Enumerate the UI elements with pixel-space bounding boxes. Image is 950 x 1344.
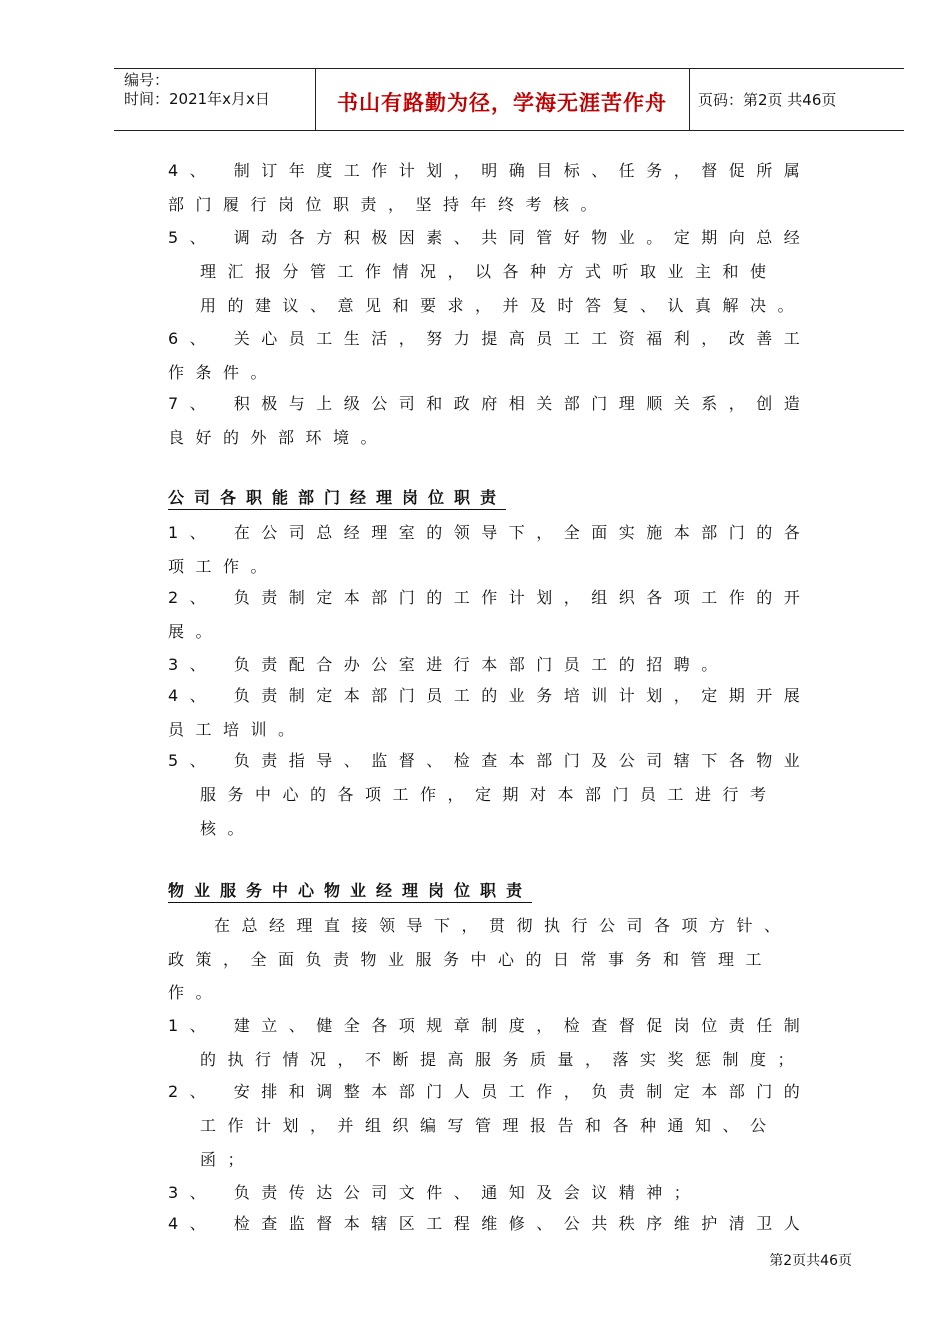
text-line: 作。 bbox=[168, 983, 224, 1002]
text-line: 4、 负责制定本部门员工的业务培训计划，定期开展 bbox=[168, 686, 812, 705]
text-line: 工作计划，并组织编写管理报告和各种通知、公 bbox=[200, 1116, 778, 1135]
text-line: 函； bbox=[200, 1150, 256, 1169]
text-line: 良好的外部环境。 bbox=[168, 428, 389, 447]
text-line: 用的建议、意见和要求，并及时答复、认真解决。 bbox=[200, 296, 806, 315]
text-line: 核。 bbox=[200, 819, 256, 838]
section-heading: 物业服务中心物业经理岗位职责 bbox=[168, 878, 532, 903]
text-line: 5、 调动各方积极因素、共同管好物业。定期向总经 bbox=[168, 228, 812, 247]
document-header bbox=[114, 68, 904, 131]
text-line: 4、 检查监督本辖区工程维修、公共秩序维护清卫人 bbox=[168, 1214, 812, 1233]
text-line: 的执行情况，不断提高服务质量，落实奖惩制度； bbox=[200, 1050, 806, 1069]
text-line: 1、 建立、健全各项规章制度，检查督促岗位责任制 bbox=[168, 1016, 812, 1035]
text-line: 理汇报分管工作情况，以各种方式听取业主和使 bbox=[200, 262, 778, 281]
section-heading: 公司各职能部门经理岗位职责 bbox=[168, 485, 506, 510]
text-line: 4、 制订年度工作计划，明确目标、任务，督促所属 bbox=[168, 161, 812, 180]
text-line: 项工作。 bbox=[168, 557, 279, 576]
time-label: 时间：2021年x月x日 bbox=[124, 90, 270, 108]
text-line: 3、 负责传达公司文件、通知及会议精神； bbox=[168, 1183, 702, 1202]
text-line: 6、 关心员工生活，努力提高员工工资福利，改善工 bbox=[168, 329, 812, 348]
text-line: 员工培训。 bbox=[168, 720, 306, 739]
number-label: 编号： bbox=[124, 71, 170, 89]
text-line: 服务中心的各项工作，定期对本部门员工进行考 bbox=[200, 785, 778, 804]
text-line: 2、 安排和调整本部门人员工作，负责制定本部门的 bbox=[168, 1082, 812, 1101]
text-line: 1、 在公司总经理室的领导下，全面实施本部门的各 bbox=[168, 523, 812, 542]
text-line: 3、 负责配合办公室进行本部门员工的招聘。 bbox=[168, 655, 729, 674]
text-line: 在总经理直接领导下，贯彻执行公司各项方针、 bbox=[214, 916, 792, 935]
page-info: 页码：第2页 共46页 bbox=[698, 91, 837, 109]
text-line: 部门履行岗位职责，坚持年终考核。 bbox=[168, 195, 609, 214]
header-divider bbox=[689, 69, 690, 130]
text-line: 7、 积极与上级公司和政府相关部门理顺关系，创造 bbox=[168, 394, 812, 413]
page-footer: 第2页共46页 bbox=[769, 1253, 852, 1269]
header-meta bbox=[124, 71, 270, 109]
text-line: 5、 负责指导、监督、检查本部门及公司辖下各物业 bbox=[168, 751, 812, 770]
motto: 书山有路勤为径，学海无涯苦作舟 bbox=[337, 91, 667, 115]
text-line: 2、 负责制定本部门的工作计划，组织各项工作的开 bbox=[168, 588, 812, 607]
text-line: 作条件。 bbox=[168, 363, 279, 382]
text-line: 展。 bbox=[168, 622, 224, 641]
text-line: 政策，全面负责物业服务中心的日常事务和管理工 bbox=[168, 950, 774, 969]
